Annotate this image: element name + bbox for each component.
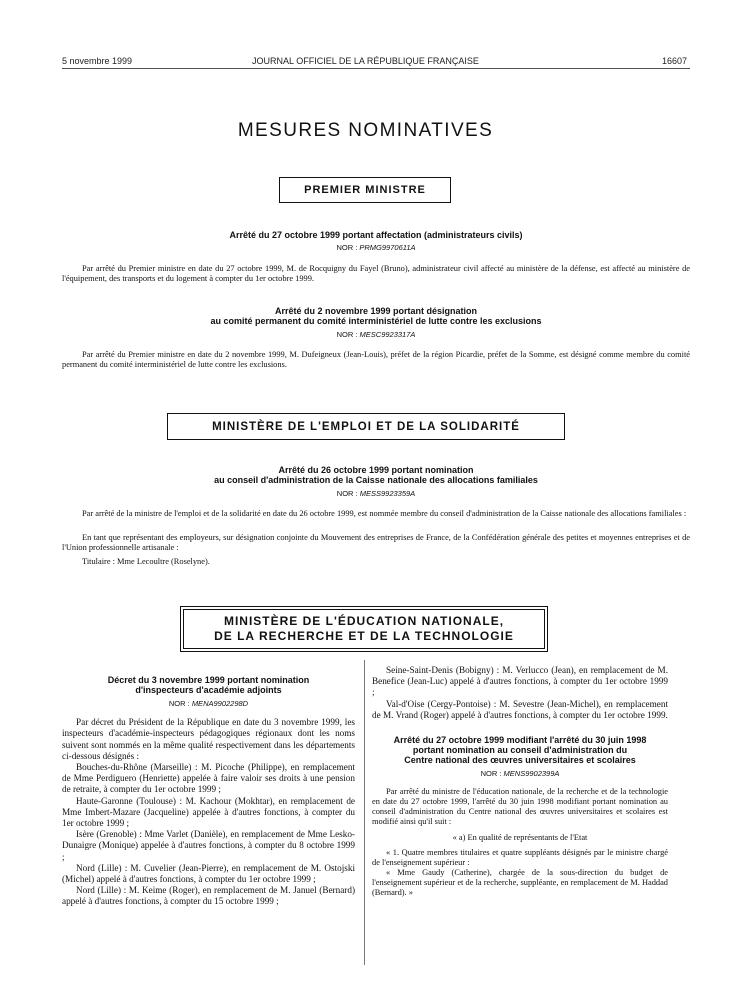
arrete-1-text: Par arrêté du Premier ministre en date du 27 octobre 1999, M. de Rocquigny du Fayel (Bruno), administrateur civil affecté au ministère de la défense, est affecté au ministère de l'équipement, des transports et du logement à compter du 1er octobre 1999. xyxy=(62,264,690,283)
section-education-line-2: DE LA RECHERCHE ET DE LA TECHNOLOGIE xyxy=(214,629,514,643)
arrete-4-body: Par arrêté du ministre de l'éducation nationale, de la recherche et de la technologie en date du 27 octobre 1999, l'arrêté du 30 juin 1998 modifiant portant nomination au conseil d'administration du Centre national des œuvres universitaires et scolaires est modifié ainsi qu'il suit : xyxy=(372,787,668,827)
arrete-4-title-1: Arrêté du 27 octobre 1999 modifiant l'arrêté du 30 juin 1998 xyxy=(393,735,647,746)
arrete-4-title-3: Centre national des œuvres universitaires et scolaires xyxy=(404,755,636,766)
arrete-2-nor: NOR : MESC9923317A xyxy=(336,330,416,339)
arrete-2-title-1: Arrêté du 2 novembre 1999 portant désignation xyxy=(274,306,478,316)
journal-title: JOURNAL OFFICIEL DE LA RÉPUBLIQUE FRANÇAISE xyxy=(252,56,479,66)
decret-paragraph: Par décret du Président de la République en date du 3 novembre 1999, les inspecteurs d'académie-inspecteurs pédagogiques régionaux dont les noms suivent sont nommés en la même qualité respectivement dans les départements ci-dessous désignés : xyxy=(62,717,355,761)
left-column xyxy=(62,675,355,908)
decret-paragraph: Nord (Lille) : M. Cuvelier (Jean-Pierre), en remplacement de M. Ostojski (Michel) appelé à d'autres fonctions, à compter du 1er octobre 1999 ; xyxy=(62,862,355,885)
arrete-3-para-1: Par arrêté de la ministre de l'emploi et de la solidarité en date du 26 octobre 1999, est nommée membre du conseil d'administration de la Caisse nationale des allocations familiales : xyxy=(82,509,687,518)
decret-title-2: d'inspecteurs d'académie adjoints xyxy=(135,685,282,695)
section-education-line-1: MINISTÈRE DE L'ÉDUCATION NATIONALE, xyxy=(223,614,505,628)
page-number: 16607 xyxy=(661,56,687,66)
decret-paragraph-continued: Seine-Saint-Denis (Bobigny) : M. Verlucco (Jean), en remplacement de M. Benefice (Jean-Luc) appelé à d'autres fonctions, à compter du 1er octobre 1999 ; xyxy=(372,665,668,698)
decret-nor: NOR : MENA9902298D xyxy=(168,699,249,708)
arrete-4-quote-1: « a) En qualité de représentants de l'Etat xyxy=(452,833,588,843)
arrete-4-nor: NOR : MENS9902399A xyxy=(480,769,560,779)
arrete-1-nor: NOR : PRMG9970611A xyxy=(336,243,416,252)
arrete-4-quote-3: « Mme Gaudy (Catherine), chargée de la sous-direction du budget de l'enseignement supérieur et de la recherche, suppléante, en remplacement de M. Haddad (Bernard). » xyxy=(372,868,668,898)
decret-paragraph: Isère (Grenoble) : Mme Varlet (Danièle), en remplacement de Mme Lesko-Dunaigre (Monique) appelée à d'autres fonctions, à compter du 8 octobre 1999 ; xyxy=(62,829,355,862)
right-column xyxy=(372,665,668,898)
decret-paragraph: Nord (Lille) : M. Keime (Roger), en remplacement de M. Januel (Bernard) appelé à d'autres fonctions, à compter du 15 octobre 1999 ; xyxy=(62,885,355,907)
arrete-3-nor: NOR : MESS9923359A xyxy=(336,489,416,498)
column-divider xyxy=(364,660,365,965)
header-date: 5 novembre 1999 xyxy=(62,56,133,66)
decret-title-1: Décret du 3 novembre 1999 portant nomination xyxy=(107,675,310,685)
section-premier-label: PREMIER MINISTRE xyxy=(304,184,426,196)
arrete-2-title-2: au comité permanent du comité interministériel de lutte contre les exclusions xyxy=(210,316,542,326)
header-rule xyxy=(62,68,690,69)
page-title: MESURES NOMINATIVES xyxy=(237,120,494,141)
arrete-3-title-2: au conseil d'administration de la Caisse nationale des allocations familiales xyxy=(214,475,538,485)
arrete-4-quote-2: « 1. Quatre membres titulaires et quatre suppléants désignés par le ministre chargé de l'enseignement supérieur : xyxy=(372,848,668,868)
arrete-3-para-2: En tant que représentant des employeurs, sur désignation conjointe du Mouvement des entreprises de France, de la Confédération générale des petites et moyennes entreprises et de l'Union professionnelle artisanale : xyxy=(62,533,690,552)
decret-paragraph: Bouches-du-Rhône (Marseille) : M. Picoche (Philippe), en remplacement de Mme Perdiguero (Henriette) appelée à faire valoir ses droits à une pension de retraite, à compter du 1er octobre 1999 ; xyxy=(62,762,355,795)
section-emploi-solidarite xyxy=(167,413,565,440)
decret-paragraph-continued: Val-d'Oise (Cergy-Pontoise) : M. Sevestre (Jean-Michel), en remplacement de M. Vrand (Roger) appelé à d'autres fonctions, à compter du 1er octobre 1999. xyxy=(372,698,668,720)
section-emploi-label: MINISTÈRE DE L'EMPLOI ET DE LA SOLIDARITÉ xyxy=(212,420,520,433)
arrete-2-text: Par arrêté du Premier ministre en date du 2 novembre 1999, M. Dufeigneux (Jean-Louis), préfet de la région Picardie, préfet de la Somme, est désigné comme membre du comité permanent du comité interministériel de lutte contre les exclusions. xyxy=(62,350,690,369)
arrete-3-title-1: Arrêté du 26 octobre 1999 portant nomination xyxy=(278,465,474,475)
arrete-1-title: Arrêté du 27 octobre 1999 portant affectation (administrateurs civils) xyxy=(229,230,523,240)
arrete-4-title-2: portant nomination au conseil d'administration du xyxy=(412,745,628,756)
section-premier-ministre xyxy=(279,177,451,203)
section-education-nationale xyxy=(183,609,545,649)
decret-paragraph: Haute-Garonne (Toulouse) : M. Kachour (Mokhtar), en remplacement de Mme Imbert-Mazare (Jacqueline) appelée à d'autres fonctions, à compter du 1er octobre 1999 ; xyxy=(62,795,355,829)
arrete-3-para-3: Titulaire : Mme Lecoultre (Roselyne). xyxy=(82,557,210,566)
